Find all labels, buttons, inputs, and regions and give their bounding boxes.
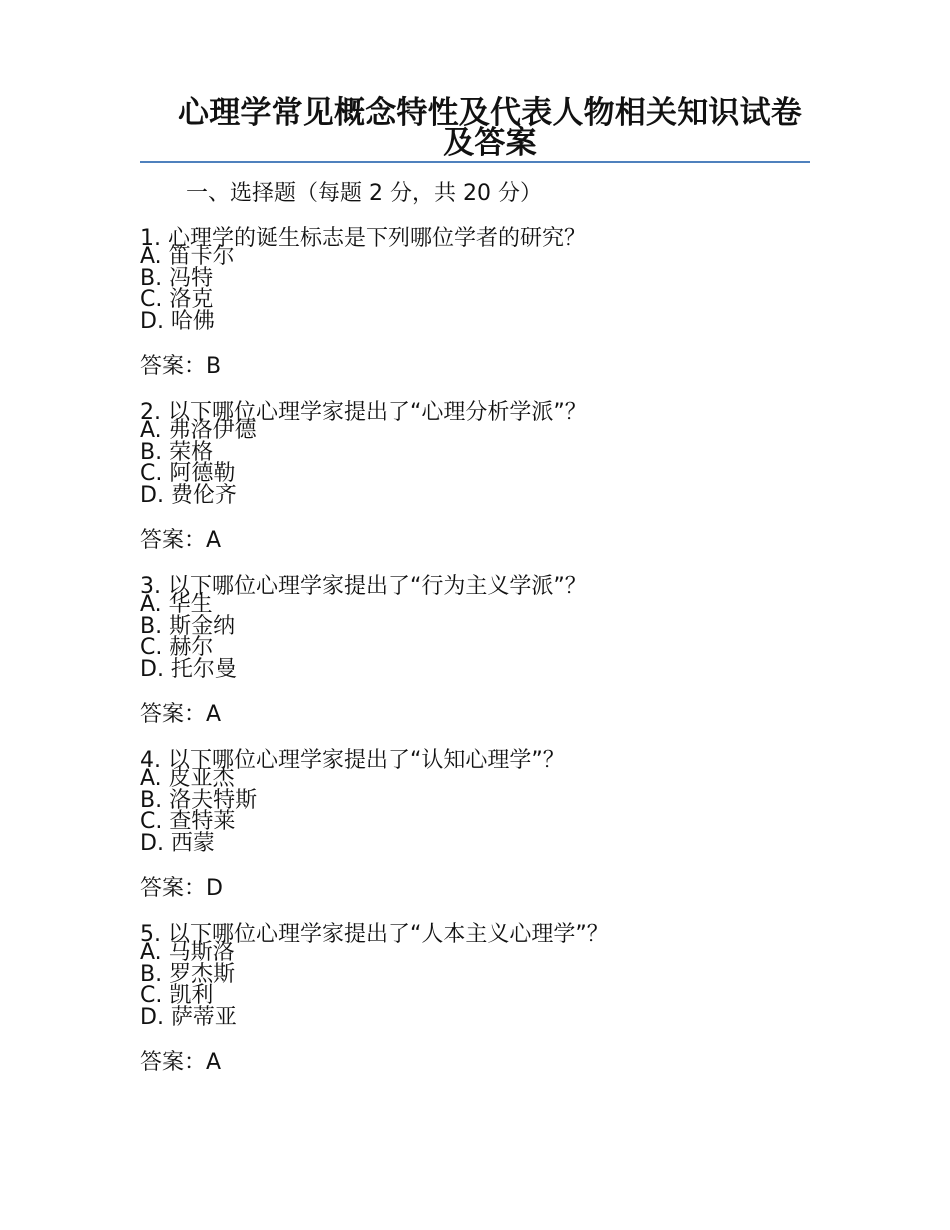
option-c: C. 凯利 (140, 983, 214, 1008)
title-underline (140, 161, 810, 163)
question-5 (140, 920, 830, 1094)
option-a: A. 皮亚杰 (140, 766, 235, 791)
option-d: D. 西蒙 (140, 830, 215, 856)
option-list (140, 594, 237, 680)
option-b: B. 罗杰斯 (140, 961, 236, 987)
question-stem: 3. 以下哪位心理学家提出了“行为主义学派”？ (140, 574, 587, 599)
question-3 (140, 572, 830, 746)
option-list (140, 942, 237, 1028)
option-a: A. 弗洛伊德 (140, 418, 257, 443)
option-list (140, 246, 235, 332)
question-stem: 1. 心理学的诞生标志是下列哪位学者的研究？ (140, 226, 586, 251)
answer-line: 答案：D (140, 876, 223, 901)
option-a: A. 马斯洛 (140, 940, 235, 965)
question-stem: 4. 以下哪位心理学家提出了“认知心理学”？ (140, 748, 565, 773)
option-c: C. 查特莱 (140, 809, 236, 834)
option-d: D. 费伦齐 (140, 482, 237, 508)
question-stem: 5. 以下哪位心理学家提出了“人本主义心理学”？ (140, 922, 609, 947)
option-c: C. 赫尔 (140, 635, 214, 660)
answer-line: 答案：A (140, 528, 222, 553)
option-b: B. 荣格 (140, 439, 214, 465)
question-4 (140, 746, 830, 920)
question-2 (140, 398, 830, 572)
option-list (140, 768, 257, 854)
option-b: B. 斯金纳 (140, 613, 236, 639)
option-list (140, 420, 257, 506)
document-title: 心理学常见概念特性及代表人物相关知识试卷及答案 (178, 95, 802, 161)
answer-line: 答案：A (140, 702, 222, 727)
question-stem: 2. 以下哪位心理学家提出了“心理分析学派”？ (140, 400, 587, 425)
answer-line: 答案：A (140, 1050, 222, 1075)
option-c: C. 洛克 (140, 287, 214, 312)
option-c: C. 阿德勒 (140, 461, 236, 486)
question-list (140, 224, 830, 1094)
option-d: D. 托尔曼 (140, 656, 237, 682)
question-1 (140, 224, 830, 398)
answer-line: 答案：B (140, 354, 222, 379)
option-b: B. 洛夫特斯 (140, 787, 258, 813)
option-d: D. 哈佛 (140, 308, 215, 334)
option-a: A. 笛卡尔 (140, 244, 235, 269)
option-b: B. 冯特 (140, 265, 214, 291)
section-heading: 一、选择题（每题 2 分，共 20 分） (186, 181, 542, 206)
option-a: A. 华生 (140, 592, 213, 617)
option-d: D. 萨蒂亚 (140, 1004, 237, 1030)
